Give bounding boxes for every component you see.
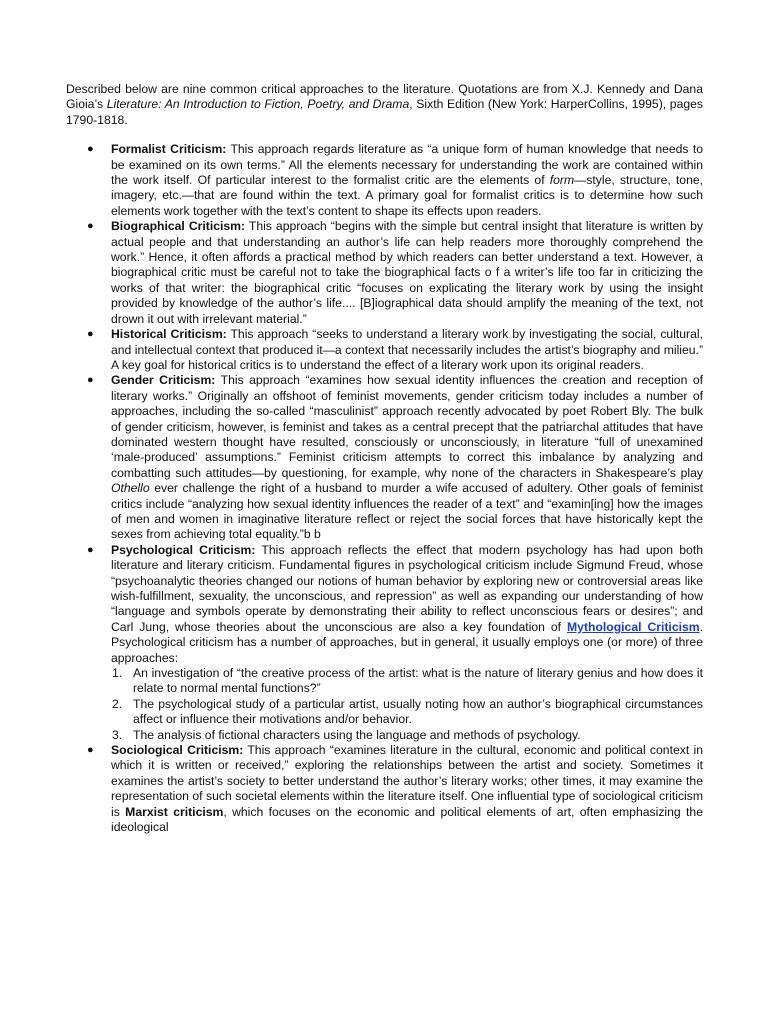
term-historical: Historical Criticism:	[111, 327, 227, 342]
list-item-sociological	[66, 743, 703, 835]
text-formalist-2: —style, structure, tone, imagery, etc.—that are found within the text. A primary goal for formalist critics is to determine how such elements work together with the text’s content to shape its effects upon readers.	[111, 173, 704, 218]
document-page	[66, 82, 703, 836]
list-item-formalist	[66, 142, 703, 219]
bullet-icon: ●	[87, 143, 94, 156]
sub-item-3	[111, 728, 703, 743]
sub-item-number: 1.	[112, 666, 123, 681]
term-psychological: Psychological Criticism:	[111, 542, 256, 557]
term-form: form	[549, 173, 575, 188]
list-item-gender	[66, 373, 703, 542]
intro-text-1: Described below are nine common critical approaches to the literature. Quotations are from X.J. Kennedy and Dana Gioia’s	[66, 82, 703, 112]
bullet-icon: ●	[87, 543, 94, 556]
text-psychological-1: This approach reflects the effect that modern psychology has had upon both literature and literary criticism. Fundamental figures in psychological criticism include Sigmund Freud, whose “psychoanalytic theories changed our notions of human behavior by exploring new or controversial areas like wish-fulfillment, sexuality, the unconscious, and repression” as well as expanding our understanding of how “language and symbols operate by demonstrating their ability to reflect unconscious fears or desires”; and Carl Jung, whose theories about the unconscious are also a key foundation of	[111, 542, 703, 634]
text-sociological-1: This approach “examines literature in the cultural, economic and political context in which it is written or received,” exploring the relationships between the artist and society. Sometimes it examines the artist’s society to better understand the author’s literary works; other times, it may examine the representation of such societal elements within the literature itself. One influential type of sociological criticism is	[111, 743, 703, 819]
text-gender-2: ever challenge the right of a husband to murder a wife accused of adultery. Other goals of feminist critics include “analyzing how sexual identity influences the reader of a text” and “examin[ing] how the images of men and women in imaginative literature reflect or reject the social forces that have historically kept the sexes from achieving total equality.”b b	[111, 481, 703, 542]
intro-paragraph	[66, 82, 703, 128]
approaches-list	[66, 142, 703, 835]
list-item-psychological	[66, 543, 703, 743]
term-formalist: Formalist Criticism:	[111, 142, 227, 157]
text-formalist-1: This approach regards literature as “a unique form of human knowledge that needs to be examined on its own terms.” All the elements necessary for understanding the work are contained within the work itself. Of particular interest to the formalist critic are the elements of	[111, 142, 703, 188]
sub-item-number: 2.	[112, 696, 123, 711]
text-biographical: This approach “begins with the simple but central insight that literature is written by actual people and that understanding an author’s life can help readers more thoroughly comprehend the work.” Hence, it often affords a practical method by which readers can better understand a text. However, a biographical critic must be careful not to take the biographical facts o f a writer’s life too far in criticizing the works of that writer: the biographical critic “focuses on explicating the literary work by using the insight provided by knowledge of the author’s life.... [B]iographical data should amplify the meaning of the text, not drown it out with irrelevant material.”	[111, 219, 703, 326]
mythological-criticism-link[interactable]: Mythological Criticism	[567, 619, 700, 634]
term-marxist: Marxist criticism	[125, 804, 224, 819]
text-psychological-2: . Psychological criticism has a number of approaches, but in general, it usually employs one (or more) of three approaches:	[111, 619, 703, 665]
sub-item-2	[111, 697, 703, 728]
text-sociological-2: , which focuses on the economic and political elements of art, often emphasizing the ideological	[111, 804, 703, 835]
sub-item-number: 3.	[112, 727, 123, 742]
bullet-icon: ●	[87, 374, 94, 387]
sub-item-text: The analysis of fictional characters using the language and methods of psychology.	[133, 727, 581, 742]
text-gender-1: This approach “examines how sexual identity influences the creation and reception of literary works.” Originally an offshoot of feminist movements, gender criticism today includes a number of approaches, including the so-called “masculinist” approach recently advocated by poet Robert Bly. The bulk of gender criticism, however, is feminist and takes as a central precept that the patriarchal attitudes that have dominated western thought have resulted, consciously or unconsciously, in literature “full of unexamined ‘male-produced’ assumptions.” Feminist criticism attempts to correct this imbalance by analyzing and combatting such attitudes—by questioning, for example, why none of the characters in Shakespeare’s play	[111, 373, 703, 480]
bullet-icon: ●	[87, 744, 94, 757]
list-item-biographical	[66, 219, 703, 327]
play-title: Othello	[111, 481, 150, 496]
book-title: Literature: An Introduction to Fiction, Poetry, and Drama	[106, 97, 410, 112]
bullet-icon: ●	[87, 220, 94, 233]
psychological-approaches-list	[111, 666, 703, 743]
term-gender: Gender Criticism:	[111, 373, 216, 388]
text-historical: This approach “seeks to understand a literary work by investigating the social, cultural, and intellectual context that produced it—a context that necessarily includes the artist’s biography and milieu.” A key goal for historical critics is to understand the effect of a literary work upon its original readers.	[111, 327, 703, 372]
term-sociological: Sociological Criticism:	[111, 743, 244, 758]
list-item-historical	[66, 327, 703, 373]
sub-item-1	[111, 666, 703, 697]
term-biographical: Biographical Criticism:	[111, 219, 246, 234]
intro-text-2: , Sixth Edition (New York: HarperCollins, 1995), pages 1790-1818.	[66, 97, 703, 127]
sub-item-text: An investigation of “the creative process of the artist: what is the nature of literary genius and how does it relate to normal mental functions?”	[133, 666, 703, 696]
bullet-icon: ●	[87, 328, 94, 341]
sub-item-text: The psychological study of a particular artist, usually noting how an author’s biographical circumstances affect or influence their motivations and/or behavior.	[133, 696, 703, 727]
